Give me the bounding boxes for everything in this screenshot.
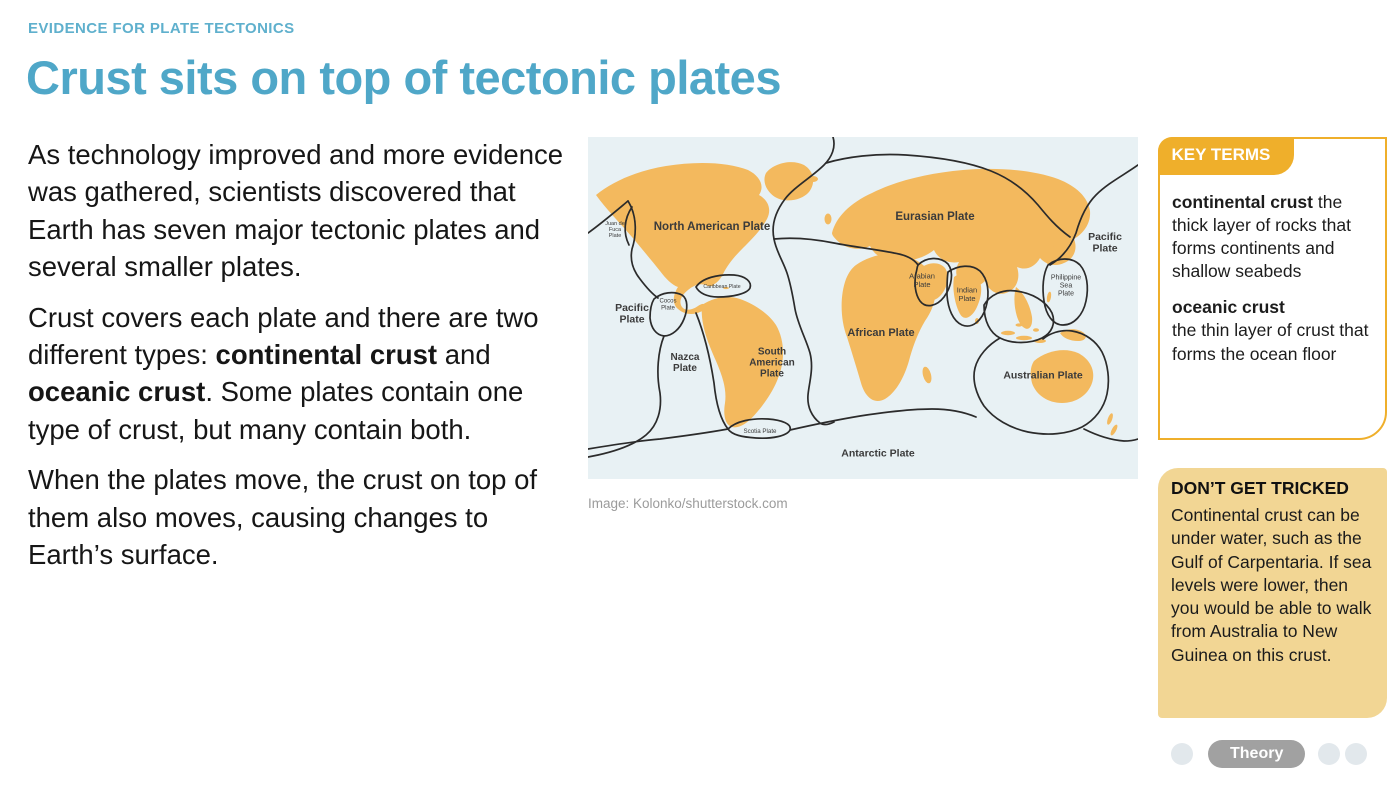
progress-dot-3[interactable]: [1345, 743, 1367, 765]
map-label: Nazca Plate: [670, 351, 700, 375]
paragraph-1: As technology improved and more evidence was gathered, scientists discovered that Earth has seven major tectonic plates and several smaller plates.: [28, 139, 564, 283]
key-terms-header: KEY TERMS: [1158, 137, 1295, 175]
map-svg: [588, 137, 1138, 479]
paragraph-2: Crust covers each plate and there are two different types: continental crust and oceanic crust. Some plates contain one type of crust, but many contain both.: [28, 301, 539, 445]
progress-dot-1[interactable]: [1171, 743, 1193, 765]
map-label: Caribbean Plate: [703, 283, 741, 290]
theory-tab[interactable]: Theory: [1208, 740, 1305, 768]
map-label: Indian Plate: [956, 285, 978, 303]
page-title: Crust sits on top of tectonic plates: [26, 51, 781, 104]
map-label: South American Plate: [749, 346, 795, 380]
eyebrow-heading: EVIDENCE FOR PLATE TECTONICS: [28, 20, 295, 37]
map-label: Arabian Plate: [909, 271, 935, 289]
dont-get-tricked-header: DON’T GET TRICKED: [1171, 478, 1349, 498]
map-label: Cocos Plate: [659, 298, 677, 312]
map-label: North American Plate: [653, 221, 771, 234]
image-credit: Image: Kolonko/shutterstock.com: [588, 496, 788, 511]
term-continental-crust: continental crust: [215, 338, 438, 370]
map-label: Antarctic Plate: [841, 447, 915, 460]
progress-dot-2[interactable]: [1318, 743, 1340, 765]
tectonic-plates-map: [588, 137, 1138, 479]
key-terms-box: [1158, 137, 1387, 440]
dont-get-tricked-box: [1158, 468, 1387, 718]
map-label: Scotia Plate: [743, 428, 777, 436]
body-text: [28, 136, 573, 586]
paragraph-3: When the plates move, the crust on top of them also moves, causing changes to Earth’s surface.: [28, 464, 538, 570]
term-oceanic-crust: oceanic crust: [28, 376, 206, 408]
definition-continental-crust: continental crust the thick layer of rocks that forms continents and shallow seabeds: [1172, 192, 1351, 282]
pagination: [1171, 740, 1367, 768]
dont-get-tricked-body: Continental crust can be under water, such as the Gulf of Carpentaria. If sea levels were lower, then you would be able to walk from Australia to New Guinea on this crust.: [1171, 505, 1372, 665]
map-label: Philippine Sea Plate: [1050, 274, 1082, 298]
definition-oceanic-crust: oceanic crust the thin layer of crust that forms the ocean floor: [1172, 297, 1369, 364]
map-label: Eurasian Plate: [895, 211, 975, 224]
map-label: Australian Plate: [1003, 369, 1083, 382]
map-label: Pacific Plate: [615, 301, 649, 326]
map-label: Pacific Plate: [1088, 230, 1122, 255]
map-label: African Plate: [847, 326, 915, 339]
map-label: Juan de Fuca Plate: [605, 220, 625, 240]
